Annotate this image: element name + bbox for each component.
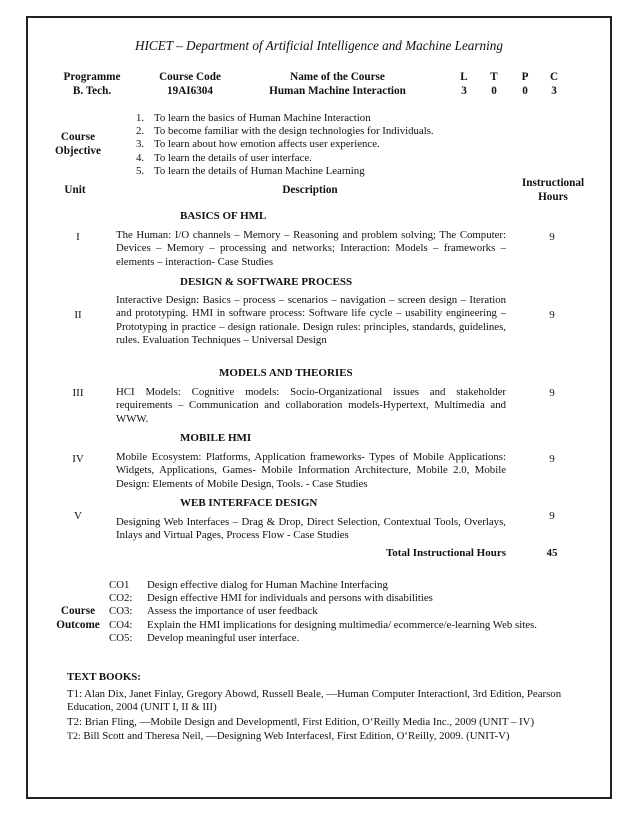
objective-num: 4.	[136, 151, 145, 164]
textbook-t1: T1: Alan Dix, Janet Finlay, Gregory Abowd, Russell Beale, —Human Computer Interaction‖, 3rd Edition, Pearson Education, 2004 (UNIT I, II & III)	[67, 688, 562, 714]
outcome-item	[109, 592, 556, 605]
objective-text: To learn about how emotion affects user experience.	[154, 138, 380, 151]
unit-number: I	[76, 231, 80, 243]
programme-cell	[52, 71, 132, 98]
l-label: L	[460, 71, 468, 83]
objective-text: To learn the basics of Human Machine Interaction	[154, 112, 371, 124]
objective-label-line1: Course	[60, 131, 96, 143]
objective-item	[136, 112, 476, 125]
objective-text: To learn the details of Human Machine Learning	[154, 164, 365, 177]
objective-num: 3.	[136, 138, 145, 151]
programme-label: Programme	[63, 71, 121, 83]
unit-title: MODELS AND THEORIES	[219, 367, 353, 379]
textbooks-heading: TEXT BOOKS:	[67, 671, 141, 683]
objective-num: 1.	[136, 112, 145, 124]
outcome-code: CO5:	[109, 631, 133, 644]
outcome-label-line1: Course	[60, 605, 96, 617]
textbook-t3-code: T2:	[67, 731, 81, 742]
textbook-t3	[67, 730, 577, 743]
objective-item	[136, 165, 476, 178]
objective-label-line2: Objective	[55, 144, 101, 157]
l-cell	[454, 71, 474, 98]
hours-header-line1: Instructional	[521, 177, 585, 189]
unit-hours: 9	[549, 510, 555, 522]
unit-hours: 9	[549, 453, 555, 465]
unit-hours: 9	[549, 387, 555, 399]
unit-title: WEB INTERFACE DESIGN	[180, 497, 318, 509]
unit-number: III	[72, 387, 84, 399]
outcome-item	[109, 579, 556, 592]
course-name-label: Name of the Course	[290, 71, 385, 83]
l-value: 3	[461, 84, 467, 97]
outcome-text: Design effective HMI for individuals and persons with disabilities	[147, 592, 433, 605]
course-code-label: Course Code	[159, 71, 221, 83]
total-hours-label: Total Instructional Hours	[385, 547, 506, 559]
unit-title: DESIGN & SOFTWARE PROCESS	[180, 276, 353, 288]
page-title: HICET – Department of Artificial Intelligence and Machine Learning	[135, 38, 503, 53]
unit-hours: 9	[549, 309, 555, 321]
outcome-code: CO1	[109, 579, 130, 591]
objective-item	[136, 152, 476, 165]
outcome-code: CO2:	[109, 592, 133, 605]
unit-number: V	[74, 510, 82, 522]
objective-list	[136, 112, 476, 178]
c-cell	[544, 71, 564, 98]
unit-number: IV	[72, 453, 84, 465]
unit-hours: 9	[549, 231, 555, 243]
total-hours-value: 45	[546, 547, 558, 559]
unit-title: BASICS OF HML	[180, 210, 267, 222]
unit-description: Designing Web Interfaces – Drag & Drop, Direct Selection, Contextual Tools, Overlays, Inlays and Virtual Pages, Process Flow - Case Studies	[116, 516, 506, 542]
course-code-value: 19AI6304	[167, 84, 213, 97]
outcome-text: Explain the HMI implications for designing multimedia/ ecommerce/e-learning Web sites.	[147, 618, 537, 631]
description-header: Description	[282, 184, 338, 196]
objective-num: 2.	[136, 125, 145, 138]
objective-text: To become familiar with the design technologies for Individuals.	[154, 125, 434, 138]
t-cell	[484, 71, 504, 98]
p-label: P	[521, 71, 529, 83]
p-cell	[515, 71, 535, 98]
course-outcome-label	[48, 605, 108, 632]
outcome-label-line2: Outcome	[56, 618, 100, 631]
unit-description: HCI Models: Cognitive models: Socio-Organizational issues and stakeholder requirements – Communication and collaboration models-Hypertext, Multimedia and WWW.	[116, 386, 506, 425]
course-name-value: Human Machine Interaction	[269, 84, 406, 97]
unit-number: II	[74, 309, 82, 321]
objective-item	[136, 125, 476, 138]
outcome-text: Assess the importance of user feedback	[147, 605, 318, 618]
t-label: T	[490, 71, 498, 83]
hours-header-line2: Hours	[538, 190, 568, 203]
unit-header: Unit	[64, 184, 86, 196]
objective-num: 5.	[136, 164, 145, 177]
course-code-cell	[145, 71, 235, 98]
outcome-item	[109, 632, 556, 645]
hours-header	[510, 177, 596, 204]
c-label: C	[549, 71, 559, 83]
outcome-item	[109, 619, 556, 632]
outcome-code: CO3:	[109, 605, 133, 618]
outcome-list	[109, 579, 556, 645]
objective-item	[136, 138, 476, 151]
unit-description: The Human: I/O channels – Memory – Reasoning and problem solving; The Computer: Devices – Memory – processing and networks; Interaction: Models – frameworks – elements – interaction- Case Studies	[116, 229, 506, 268]
unit-description: Mobile Ecosystem: Platforms, Application frameworks- Types of Mobile Applications: Widgets, Applications, Games- Mobile Information Architecture, Mobile 2.0, Mobile Design: Elements of Mobile Design, Tools. - Case Studies	[116, 451, 506, 490]
unit-description: Interactive Design: Basics – process – scenarios – navigation – screen design – Iteration and prototyping. HMI in software process: Software life cycle – usability engineering – Prototyping in practice – design rationale. Design rules: principles, standards, guidelines, rules. Evaluation Techniques – Universal Design	[116, 294, 506, 347]
course-name-cell	[255, 71, 420, 98]
outcome-item	[109, 605, 556, 618]
t-value: 0	[491, 84, 497, 97]
objective-text: To learn the details of user interface.	[154, 151, 312, 164]
outcome-text: Design effective dialog for Human Machine Interfacing	[147, 579, 388, 591]
textbook-t2: T2: Brian Fling, —Mobile Design and Development‖, First Edition, O‘Reilly Media Inc., 2009 (UNIT – IV)	[67, 716, 535, 728]
course-objective-label	[48, 131, 108, 158]
programme-value: B. Tech.	[72, 84, 112, 97]
p-value: 0	[522, 84, 528, 97]
c-value: 3	[551, 84, 557, 97]
textbook-t3-text: Bill Scott and Theresa Neil, —Designing Web Interfaces‖, First Edition, O‘Reilly, 2009. (UNIT-V)	[83, 730, 510, 742]
outcome-text: Develop meaningful user interface.	[147, 631, 300, 644]
outcome-code: CO4:	[109, 618, 133, 631]
unit-title: MOBILE HMI	[180, 432, 252, 444]
